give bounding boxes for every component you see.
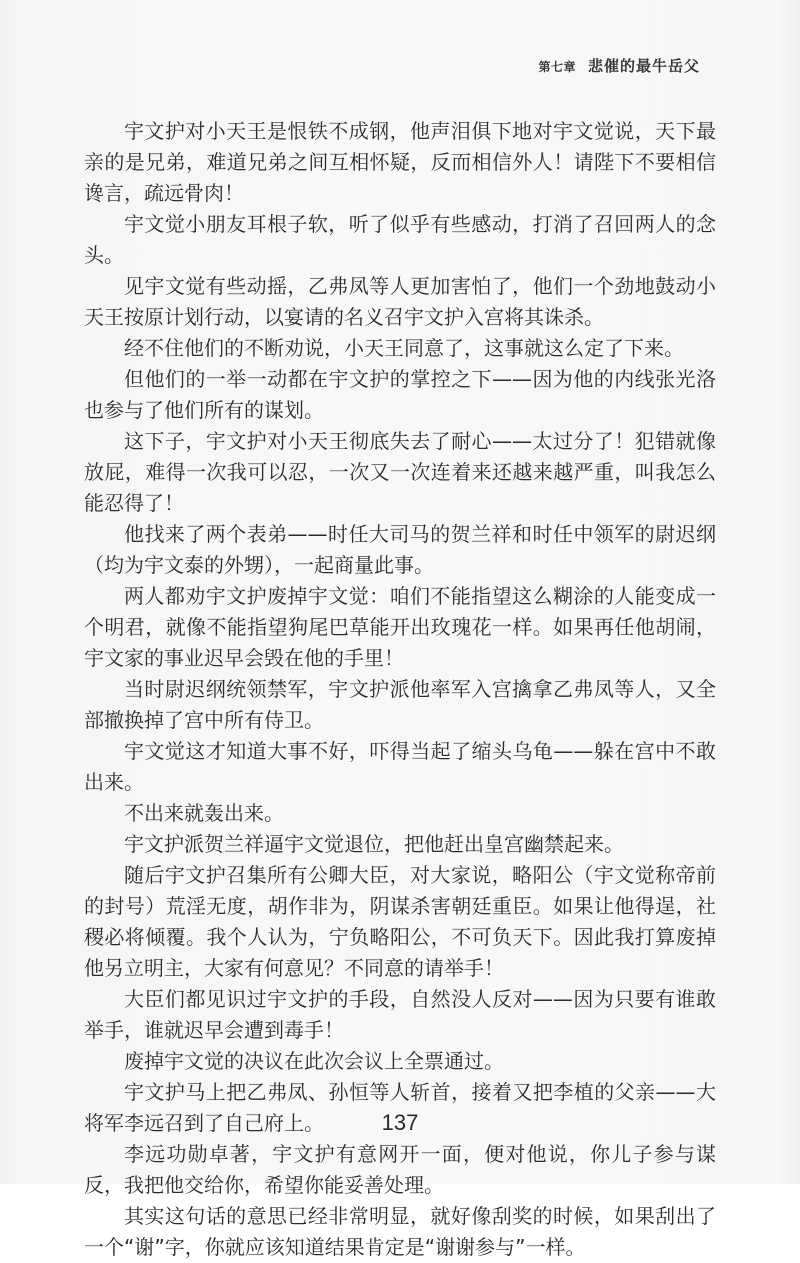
paragraph: 见宇文觉有些动摇，乙弗凤等人更加害怕了，他们一个劲地鼓动小天王按原计划行动，以宴请的名义召宇文护入宫将其诛杀。 — [84, 274, 716, 329]
paragraph: 废掉宇文觉的决议在此次会议上全票通过。 — [124, 1049, 504, 1073]
paragraph: 李远功勋卓著，宇文护有意网开一面，便对他说，你儿子参与谋反，我把他交给你，希望你能妥善处理。 — [84, 1142, 716, 1197]
paragraph: 宇文护马上把乙弗凤、孙恒等人斩首，接着又把李植的父亲——大将军李远召到了自己府上。 — [84, 1080, 716, 1135]
paragraph: 两人都劝宇文护废掉宇文觉：咱们不能指望这么糊涂的人能变成一个明君，就像不能指望狗尾巴草能开出玫瑰花一样。如果再任他胡闹，宇文家的事业迟早会毁在他的手里！ — [84, 584, 716, 670]
paragraph: 经不住他们的不断劝说，小天王同意了，这事就这么定了下来。 — [124, 336, 684, 360]
paragraph: 大臣们都见识过宇文护的手段，自然没人反对——因为只要有谁敢举手，谁就迟早会遭到毒手！ — [84, 987, 716, 1042]
body-text — [84, 116, 716, 1263]
paragraph: 宇文护派贺兰祥逼宇文觉退位，把他赶出皇宫幽禁起来。 — [124, 832, 624, 856]
chapter-title: 悲催的最牛岳父 — [587, 57, 700, 75]
page-number: 137 — [381, 1110, 419, 1135]
paragraph: 他找来了两个表弟——时任大司马的贺兰祥和时任中领军的尉迟纲（均为宇文泰的外甥），一起商量此事。 — [84, 522, 716, 577]
paragraph: 宇文觉小朋友耳根子软，听了似乎有些感动，打消了召回两人的念头。 — [84, 212, 716, 267]
paragraph: 这下子，宇文护对小天王彻底失去了耐心——太过分了！犯错就像放屁，难得一次我可以忍，一次又一次连着来还越来越严重，叫我怎么能忍得了！ — [84, 429, 716, 515]
chapter-label: 第七章 — [538, 60, 576, 74]
paragraph: 随后宇文护召集所有公卿大臣，对大家说，略阳公（宇文觉称帝前的封号）荒淫无度，胡作非为，阴谋杀害朝廷重臣。如果让他得逞，社稷必将倾覆。我个人认为，宁负略阳公，不可负天下。因此我打算废掉他另立明主，大家有何意见？不同意的请举手！ — [84, 863, 716, 980]
paragraph: 宇文护对小天王是恨铁不成钢，他声泪俱下地对宇文觉说，天下最亲的是兄弟，难道兄弟之间互相怀疑，反而相信外人！请陛下不要相信谗言，疏远骨肉！ — [84, 119, 716, 205]
paragraph: 当时尉迟纲统领禁军，宇文护派他率军入宫擒拿乙弗凤等人，又全部撤换掉了宫中所有侍卫。 — [84, 677, 716, 732]
paragraph: 不出来就轰出来。 — [124, 801, 284, 825]
paragraph: 其实这句话的意思已经非常明显，就好像刮奖的时候，如果刮出了一个“谢”字，你就应该知道结果肯定是“谢谢参与”一样。 — [84, 1204, 716, 1259]
paragraph: 宇文觉这才知道大事不好，吓得当起了缩头乌龟——躲在宫中不敢出来。 — [84, 739, 716, 794]
paragraph: 但他们的一举一动都在宇文护的掌控之下——因为他的内线张光洛也参与了他们所有的谋划。 — [84, 367, 716, 422]
running-header — [538, 55, 700, 76]
